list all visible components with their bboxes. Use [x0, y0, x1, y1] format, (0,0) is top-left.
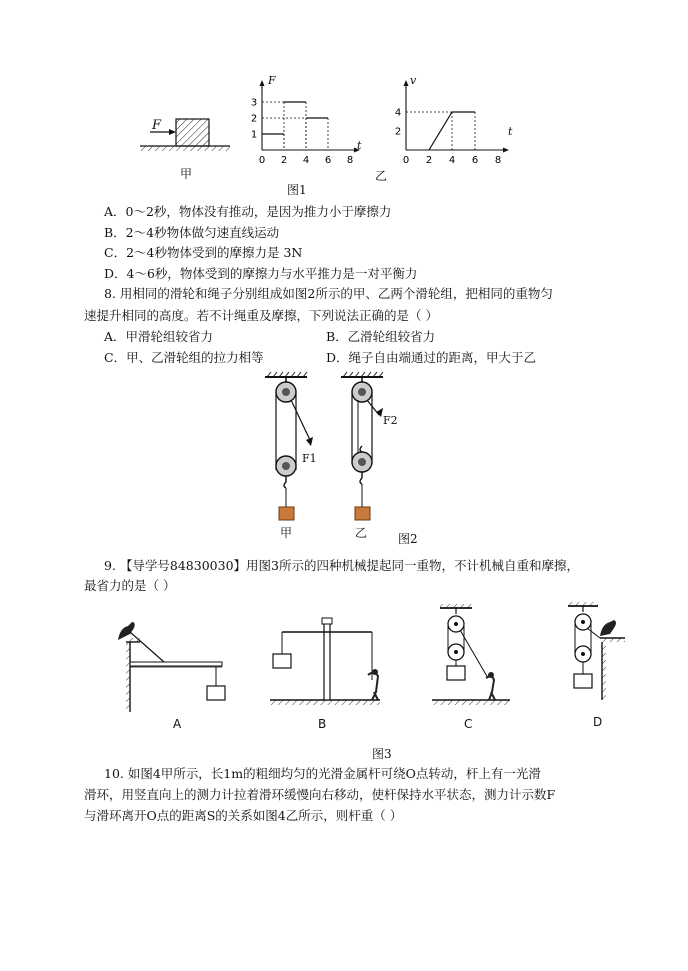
weight-a	[279, 507, 294, 520]
fig2-right-caption: 乙	[355, 526, 368, 540]
f-ytick-1: 2	[250, 113, 258, 125]
f2-arrow	[376, 408, 383, 417]
fig3-label-b: B	[318, 717, 327, 731]
v-xtick-2: 4	[448, 155, 456, 166]
q10-line-1: 10. 如图4甲所示，长1m的粗细均匀的光滑金属杆可绕O点转动，杆上有一光滑	[104, 766, 541, 781]
q8-line-1: 8. 用相同的滑轮和绳子分别组成如图2所示的甲、乙两个滑轮组，把相同的重物匀	[104, 286, 553, 301]
fig3-label-c: C	[464, 717, 473, 731]
fig3-label-d: D	[593, 715, 603, 729]
f-xtick-4: 8	[346, 155, 354, 166]
fig1-f-time-axis-label: t	[357, 139, 362, 152]
q10-line-2: 滑环，用竖直向上的测力计拉着滑环缓慢向右移动，使杆保持水平状态，测力计示数F	[84, 787, 556, 802]
q7-option-b: B．2～4秒物体做匀速直线运动	[104, 225, 280, 240]
v-xtick-1: 2	[425, 155, 433, 166]
fig3-label-a: A	[173, 717, 182, 731]
v-xtick-0: 0	[402, 155, 410, 166]
f-xtick-2: 4	[302, 155, 310, 166]
q8-option-a: A．甲滑轮组较省力	[104, 329, 214, 344]
fig2-left-caption: 甲	[280, 526, 293, 540]
fig2-pulley-systems	[255, 370, 455, 530]
fig1-caption: 图1	[287, 183, 307, 197]
f-xtick-1: 2	[280, 155, 288, 166]
fig2-caption: 图2	[398, 532, 418, 546]
q9-line-2: 最省力的是（ ）	[84, 578, 176, 593]
v-ytick-1: 4	[394, 107, 402, 119]
q10-line-3: 与滑环离开O点的距离S的关系如图4乙所示，则杆重（ ）	[84, 808, 403, 823]
pushed-block	[176, 119, 209, 146]
fig1-v-axis-label: v	[410, 74, 417, 87]
v-ytick-0: 2	[394, 126, 402, 138]
q8-option-d: D．绳子自由端通过的距离，甲大于乙	[326, 350, 537, 365]
fig1-force-label: F	[152, 118, 162, 133]
v-xtick-3: 6	[471, 155, 479, 166]
q8-option-b: B．乙滑轮组较省力	[326, 329, 436, 344]
fig2-f1-label: F1	[302, 452, 317, 465]
fig3-four-machines	[100, 600, 660, 720]
q8-option-c: C．甲、乙滑轮组的拉力相等	[104, 350, 264, 365]
q8-line-2: 速提升相同的高度。若不计绳重及摩擦，下列说法正确的是（ ）	[84, 308, 438, 323]
fig1-right-caption: 乙	[375, 169, 388, 183]
q7-option-c: C．2～4秒物体受到的摩擦力是 3N	[104, 245, 303, 260]
f-ytick-2: 3	[250, 97, 258, 109]
f-xtick-0: 0	[258, 155, 266, 166]
fig1-v-time-axis-label: t	[508, 125, 513, 138]
q7-option-d: D．4～6秒，物体受到的摩擦力与水平推力是一对平衡力	[104, 266, 418, 281]
fig1-f-axis-label: F	[268, 74, 276, 87]
weight-b	[355, 507, 370, 520]
v-xtick-4: 8	[494, 155, 502, 166]
machine-a-lever	[118, 622, 225, 712]
q9-line-1: 9. 【导学号84830030】用图3所示的四种机械提起同一重物，不计机械自重和摩擦，	[104, 558, 579, 573]
q7-option-a: A．0～2秒，物体没有推动，是因为推力小于摩擦力	[104, 204, 392, 219]
machine-b-crane	[270, 618, 380, 705]
machine-d-pulley	[568, 602, 625, 700]
fig1-left-caption: 甲	[180, 167, 193, 181]
fig2-f2-label: F2	[383, 414, 398, 427]
f-xtick-3: 6	[324, 155, 332, 166]
machine-c-pulley	[432, 604, 510, 705]
f-ytick-0: 1	[250, 129, 258, 141]
v-segment-0	[429, 112, 452, 150]
fig3-caption: 图3	[372, 747, 392, 761]
